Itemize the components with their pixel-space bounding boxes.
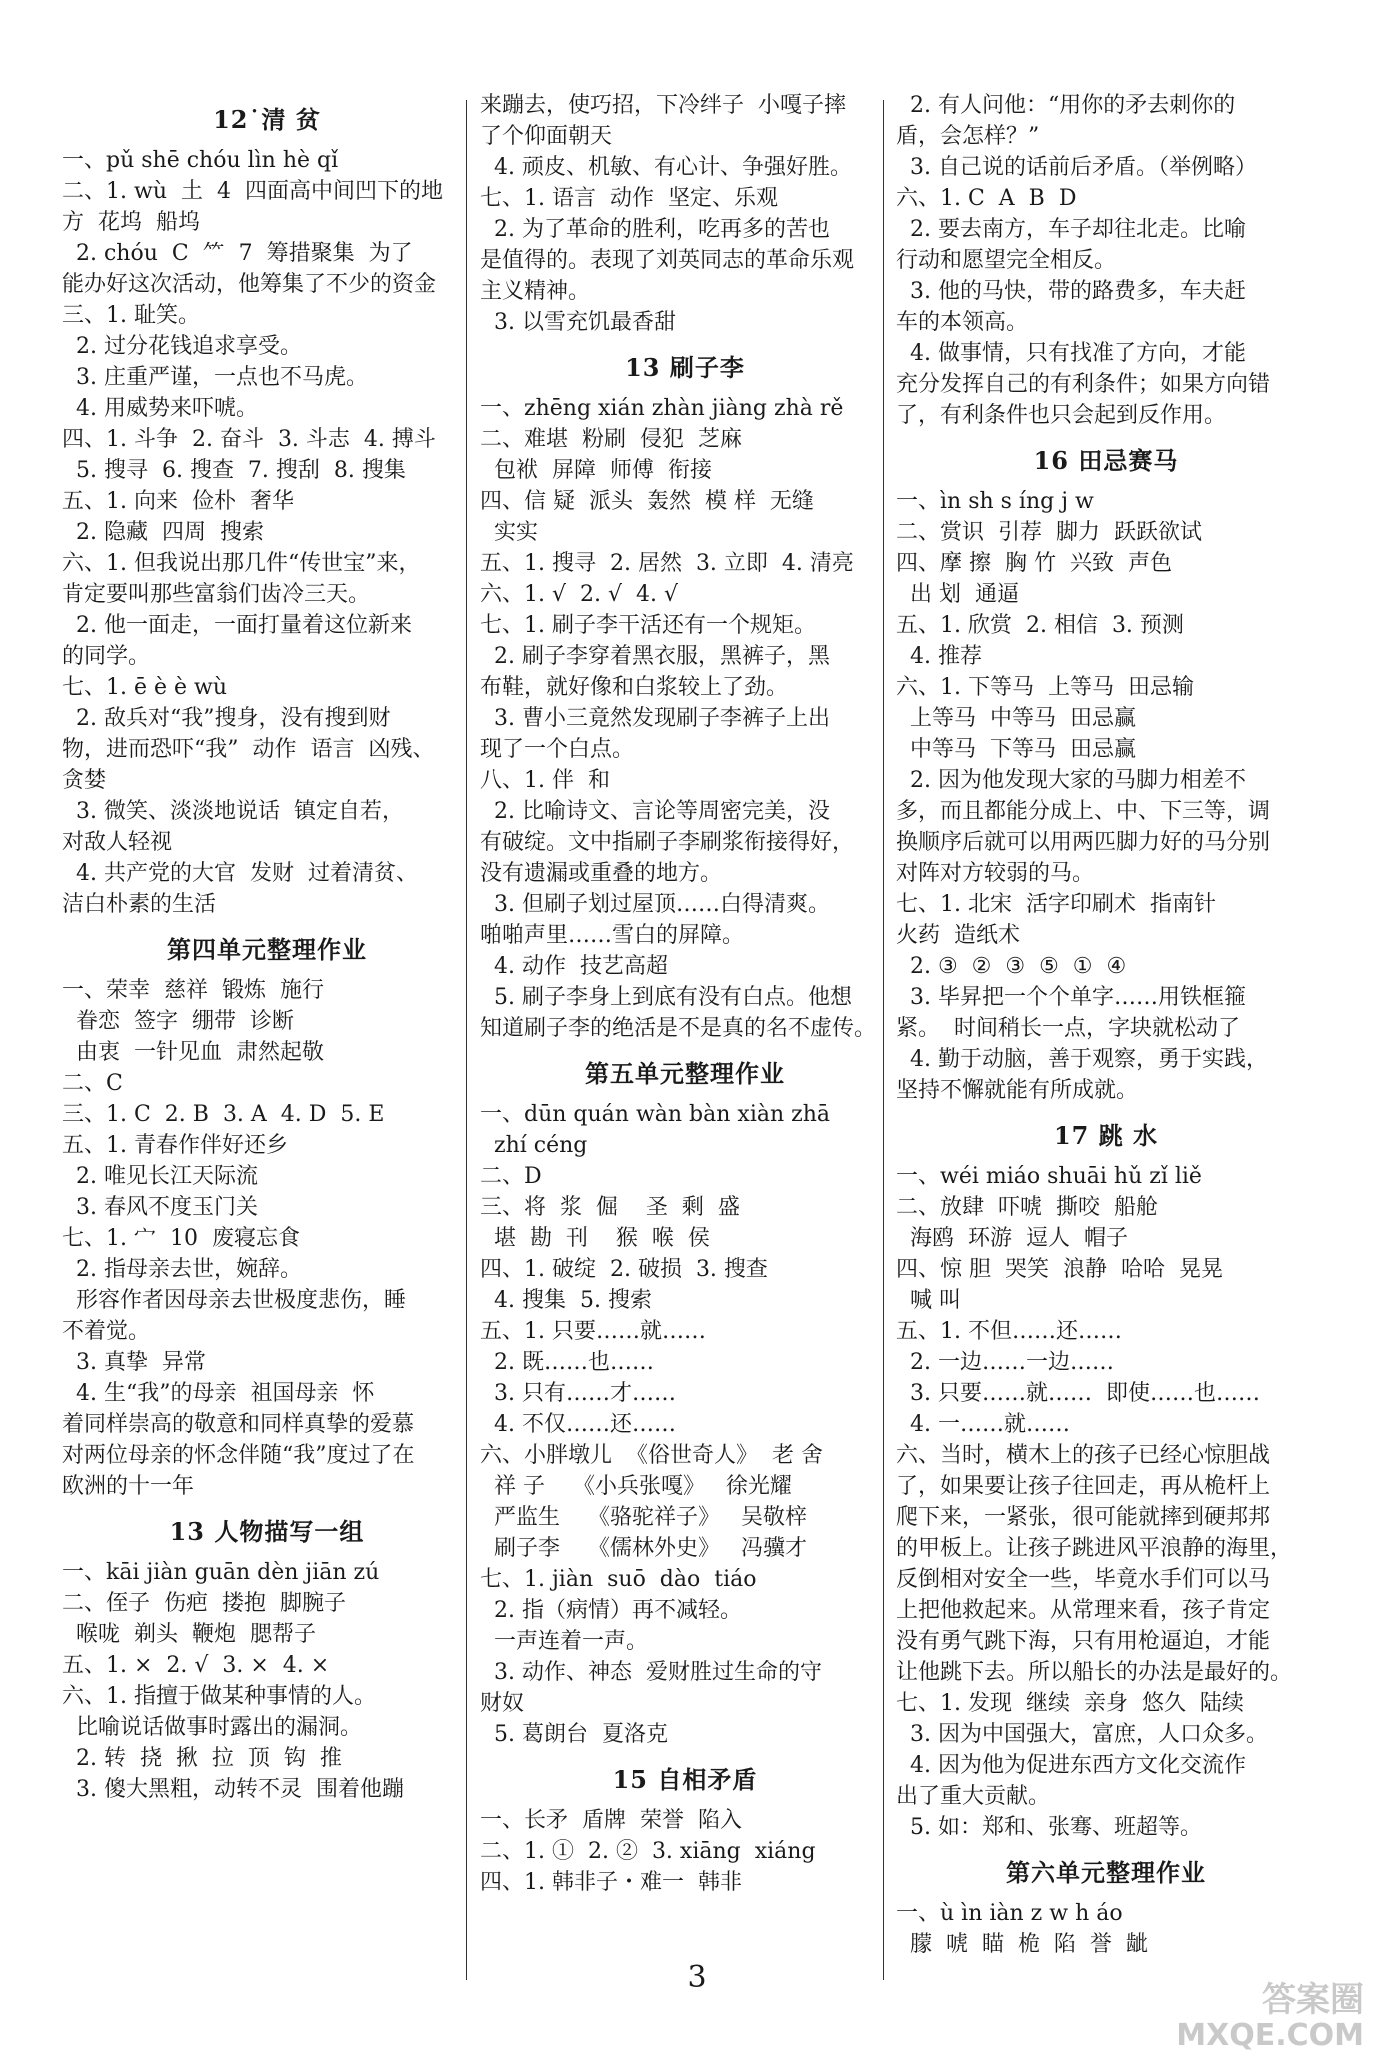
answer-line: 2. 要去南方，车子却往北走。比喻: [896, 217, 1246, 242]
answer-line: 二、1. ① 2. ② 3. xiāng xiáng: [480, 1839, 816, 1864]
answer-line: 行动和愿望完全相反。: [896, 248, 1117, 273]
watermark-logo-text: 答案圈: [1262, 1980, 1364, 2020]
answer-line: 二、放肆 吓唬 撕咬 船舱: [896, 1195, 1158, 1220]
watermark: [1176, 1982, 1364, 2054]
answer-line: 六、1. 但我说出那几件“传世宝”来，: [62, 551, 421, 576]
answer-line: 3. 微笑、淡淡地说话 镇定自若，: [62, 799, 404, 824]
answer-line: 七、1. 发现 继续 亲身 悠久 陆续: [896, 1691, 1244, 1716]
answer-line: 由衷 一针见血 肃然起敬: [62, 1040, 324, 1065]
answer-line: 一、dūn quán wàn bàn xiàn zhā: [480, 1102, 831, 1127]
answer-line: 三、1. C 2. B 3. A 4. D 5. E: [62, 1102, 385, 1127]
section-title: 12˙清 贫: [213, 105, 321, 134]
answer-line: 六、1. √ 2. √ 4. √: [480, 582, 678, 607]
answer-line: 2. 既……也……: [480, 1350, 654, 1375]
answer-line: 七、1. ē è è wù: [62, 675, 228, 700]
answer-line: 堪 勘 刊 猴 喉 侯: [480, 1226, 710, 1251]
section-title: 第四单元整理作业: [167, 935, 367, 964]
column-1: [62, 90, 472, 1805]
answer-line: 没有遗漏或重叠的地方。: [480, 861, 723, 886]
section-title: 第六单元整理作业: [1006, 1858, 1206, 1887]
answer-line: 一声连着一声。: [480, 1629, 648, 1654]
answer-line: 的同学。: [62, 644, 151, 669]
answer-line: 2. 因为他发现大家的马脚力相差不: [896, 768, 1246, 793]
answer-line: 六、小胖墩儿 《俗世奇人》 老 舍: [480, 1443, 823, 1468]
answer-line: 5. 葛朗台 夏洛克: [480, 1722, 668, 1747]
answer-line: 4. 动作 技艺高超: [480, 954, 668, 979]
answer-line: 2. 隐藏 四周 搜索: [62, 520, 264, 545]
answer-line: 3. 以雪充饥最香甜: [480, 310, 676, 335]
answer-line: 对两位母亲的怀念伴随“我”度过了在: [62, 1443, 415, 1468]
answer-line: 4. 做事情，只有找准了方向，才能: [896, 341, 1246, 366]
answer-line: 出了重大贡献。: [896, 1784, 1051, 1809]
answer-line: 4. 因为他为促进东西方文化交流作: [896, 1753, 1246, 1778]
answer-line: 刷子李 《儒林外史》 冯骥才: [480, 1536, 807, 1561]
answer-line: 四、1. 韩非子・难一 韩非: [480, 1870, 742, 1895]
answer-line: 5. 如：郑和、张骞、班超等。: [896, 1815, 1202, 1840]
answer-line: 2. 他一面走，一面打量着这位新来: [62, 613, 412, 638]
answer-line: 4. 生“我”的母亲 祖国母亲 怀: [62, 1381, 375, 1406]
answer-line: 对敌人轻视: [62, 830, 173, 855]
answer-line: 四、信 疑 派头 轰然 模 样 无缝: [480, 489, 814, 514]
answer-line: 了，如果要让孩子往回走，再从桅杆上: [896, 1474, 1271, 1499]
answer-line: 4. 不仅……还……: [480, 1412, 676, 1437]
column-2: [480, 90, 890, 1898]
page-number: 3: [687, 1960, 707, 1995]
answer-line: 3. 只要……就…… 即使……也……: [896, 1381, 1260, 1406]
answer-line: 五、1. × 2. √ 3. × 4. ×: [62, 1653, 330, 1678]
answer-line: zhí céng: [480, 1133, 588, 1158]
answer-line: 车的本领高。: [896, 310, 1029, 335]
answer-line: 喉咙 剃头 鞭炮 腮帮子: [62, 1622, 316, 1647]
answer-line: 坚持不懈就能有所成就。: [896, 1078, 1139, 1103]
answer-line: 二、C: [62, 1071, 123, 1096]
answer-line: 3. 傻大黑粗，动转不灵 围着他蹦: [62, 1777, 404, 1802]
answer-line: 朦 唬 瞄 桅 陷 誉 龇: [896, 1932, 1148, 1957]
answer-line: 3. 曹小三竟然发现刷子李裤子上出: [480, 706, 830, 731]
answer-line: 一、长矛 盾牌 荣誉 陷入: [480, 1808, 742, 1833]
answer-line: 3. 毕昇把一个个单字……用铁框箍: [896, 985, 1246, 1010]
answer-line: 盾，会怎样？”: [896, 124, 1040, 149]
answer-line: 着同样崇高的敬意和同样真挚的爱慕: [62, 1412, 415, 1437]
answer-line: 六、当时，横木上的孩子已经心惊胆战: [896, 1443, 1271, 1468]
answer-line: 来蹦去，使巧招，下冷绊子 小嘎子摔: [480, 93, 846, 118]
answer-line: 4. 一……就……: [896, 1412, 1070, 1437]
answer-line: 是值得的。表现了刘英同志的革命乐观: [480, 248, 855, 273]
answer-line: 一、ù ìn iàn z w h áo: [896, 1901, 1123, 1926]
answer-line: 比喻说话做事时露出的漏洞。: [62, 1715, 362, 1740]
answer-line: 紧。 时间稍长一点，字块就松动了: [896, 1016, 1240, 1041]
answer-line: 2. 转 挠 揪 拉 顶 钩 推: [62, 1746, 342, 1771]
answer-line: 2. 为了革命的胜利，吃再多的苦也: [480, 217, 830, 242]
answer-line: 七、1. 语言 动作 坚定、乐观: [480, 186, 778, 211]
answer-line: 知道刷子李的绝活是不是真的名不虚传。: [480, 1016, 877, 1041]
answer-line: 3. 春风不度玉门关: [62, 1195, 258, 1220]
answer-line: 二、赏识 引荐 脚力 跃跃欲试: [896, 520, 1202, 545]
answer-line: 4. 勤于动脑，善于观察，勇于实践，: [896, 1047, 1268, 1072]
answer-line: 4. 搜集 5. 搜索: [480, 1288, 652, 1313]
answer-line: 三、将 浆 倔 圣 剩 盛: [480, 1195, 740, 1220]
answer-line: 七、1. 刷子李干活还有一个规矩。: [480, 613, 816, 638]
answer-line: 上把他救起来。从常理来看，孩子肯定: [896, 1598, 1271, 1623]
answer-line: 五、1. 不但……还……: [896, 1319, 1122, 1344]
answer-line: 主义精神。: [480, 279, 591, 304]
answer-line: 充分发挥自己的有利条件；如果方向错: [896, 372, 1271, 397]
section-title: 17 跳 水: [1053, 1121, 1159, 1150]
answer-line: 五、1. 向来 俭朴 奢华: [62, 489, 294, 514]
answer-line: 了，有利条件也只会起到反作用。: [896, 403, 1227, 428]
answer-line: 二、1. wù 土 4 四面高中间凹下的地: [62, 179, 443, 204]
answer-line: 四、惊 胆 哭笑 浪静 哈哈 晃晃: [896, 1257, 1223, 1282]
answer-line: 2. 有人问他：“用你的矛去刺你的: [896, 93, 1236, 118]
answer-line: 2. 唯见长江天际流: [62, 1164, 258, 1189]
answer-line: 有破绽。文中指刷子李刷浆衔接得好，: [480, 830, 855, 855]
answer-line: 布鞋，就好像和白浆较上了劲。: [480, 675, 789, 700]
answer-line: 上等马 中等马 田忌赢: [896, 706, 1136, 731]
answer-line: 3. 因为中国强大，富庶，人口众多。: [896, 1722, 1268, 1747]
answer-line: 祥 子 《小兵张嘎》 徐光耀: [480, 1474, 792, 1499]
answer-line: 八、1. 伴 和: [480, 768, 610, 793]
answer-line: 七、1. jiàn suō dào tiáo: [480, 1567, 757, 1592]
answer-line: 四、1. 斗争 2. 奋斗 3. 斗志 4. 搏斗: [62, 427, 436, 452]
answer-line: 方 花坞 船坞: [62, 210, 200, 235]
answer-line: 贪婪: [62, 768, 107, 793]
answer-line: 5. 刷子李身上到底有没有白点。他想: [480, 985, 852, 1010]
answer-line: 财奴: [480, 1691, 525, 1716]
column-3: [896, 90, 1316, 1960]
answer-line: 欧洲的十一年: [62, 1474, 195, 1499]
answer-line: 2. chóu C ⺮ 7 筹措聚集 为了: [62, 241, 413, 266]
answer-line: 物，进而恐吓“我” 动作 语言 凶残、: [62, 737, 435, 762]
answer-line: 五、1. 青春作伴好还乡: [62, 1133, 288, 1158]
answer-line: 3. 动作、神态 爱财胜过生命的守: [480, 1660, 822, 1685]
answer-line: 七、1. 宀 10 废寝忘食: [62, 1226, 300, 1251]
answer-line: 肯定要叫那些富翁们齿冷三天。: [62, 582, 371, 607]
answer-line: 二、D: [480, 1164, 542, 1189]
answer-line: 一、zhēng xián zhàn jiàng zhà rě: [480, 396, 844, 421]
answer-line: 对阵对方较弱的马。: [896, 861, 1095, 886]
answer-line: 2. 敌兵对“我”搜身，没有搜到财: [62, 706, 391, 731]
answer-line: 二、难堪 粉刷 侵犯 芝麻: [480, 427, 742, 452]
answer-line: 4. 用威势来吓唬。: [62, 396, 258, 421]
answer-line: 3. 但刷子划过屋顶……白得清爽。: [480, 892, 830, 917]
answer-line: 2. ③ ② ③ ⑤ ① ④: [896, 954, 1127, 979]
answer-line: 四、1. 破绽 2. 破损 3. 搜查: [480, 1257, 768, 1282]
answer-line: 三、1. 耻笑。: [62, 303, 200, 328]
section-title: 13 刷子李: [625, 353, 745, 382]
answer-line: 五、1. 搜寻 2. 居然 3. 立即 4. 清亮: [480, 551, 854, 576]
answer-line: 实实: [480, 520, 538, 545]
answer-line: 3. 自己说的话前后矛盾。（举例略）: [896, 155, 1257, 180]
answer-line: 眷恋 签字 绷带 诊断: [62, 1009, 294, 1034]
answer-line: 七、1. 北宋 活字印刷术 指南针: [896, 892, 1216, 917]
answer-line: 包袱 屏障 师傅 衔接: [480, 458, 712, 483]
answer-line: 让他跳下去。所以船长的办法是最好的。: [896, 1660, 1293, 1685]
answer-line: 3. 庄重严谨，一点也不马虎。: [62, 365, 368, 390]
answer-line: 五、1. 只要……就……: [480, 1319, 706, 1344]
answer-line: 一、kāi jiàn guān dèn jiān zú: [62, 1560, 380, 1585]
answer-line: 2. 一边……一边……: [896, 1350, 1114, 1375]
answer-line: 洁白朴素的生活: [62, 892, 217, 917]
answer-line: 2. 指（病情）再不减轻。: [480, 1598, 742, 1623]
answer-line: 了个仰面朝天: [480, 124, 613, 149]
answer-line: 出 划 通逼: [896, 582, 1019, 607]
answer-line: 能办好这次活动，他筹集了不少的资金: [62, 272, 437, 297]
answer-line: 四、摩 擦 胸 竹 兴致 声色: [896, 551, 1172, 576]
section-title: 13 人物描写一组: [169, 1517, 365, 1546]
answer-line: 一、pǔ shē chóu lìn hè qǐ: [62, 148, 339, 173]
answer-line: 2. 刷子李穿着黑衣服，黑裤子，黑: [480, 644, 830, 669]
answer-line: 的甲板上。让孩子跳进风平浪静的海里，: [896, 1536, 1293, 1561]
answer-line: 一、荣幸 慈祥 锻炼 施行: [62, 978, 324, 1003]
answer-line: 3. 他的马快，带的路费多，车夫赶: [896, 279, 1246, 304]
answer-line: 现了一个白点。: [480, 737, 635, 762]
answer-line: 六、1. 指擅于做某种事情的人。: [62, 1684, 376, 1709]
answer-line: 喊 叫: [896, 1288, 961, 1313]
answer-line: 六、1. C A B D: [896, 186, 1077, 211]
answer-line: 没有勇气跳下海，只有用枪逼迫，才能: [896, 1629, 1271, 1654]
answer-line: 2. 过分花钱追求享受。: [62, 334, 302, 359]
answer-line: 3. 真挚 异常: [62, 1350, 206, 1375]
answer-line: 不着觉。: [62, 1319, 151, 1344]
answer-line: 2. 指母亲去世，婉辞。: [62, 1257, 302, 1282]
answer-line: 形容作者因母亲去世极度悲伤，睡: [62, 1288, 406, 1313]
watermark-url: MXQE.COM: [1176, 2018, 1364, 2053]
section-title: 第五单元整理作业: [585, 1059, 785, 1088]
answer-line: 五、1. 欣赏 2. 相信 3. 预测: [896, 613, 1184, 638]
answer-line: 3. 只有……才……: [480, 1381, 676, 1406]
answer-line: 严监生 《骆驼祥子》 吴敬梓: [480, 1505, 807, 1530]
answer-line: 一、wéi miáo shuāi hǔ zǐ liě: [896, 1164, 1202, 1189]
answer-line: 中等马 下等马 田忌赢: [896, 737, 1136, 762]
answer-line: 六、1. 下等马 上等马 田忌输: [896, 675, 1194, 700]
answer-line: 一、ìn sh s íng j w: [896, 489, 1094, 514]
answer-line: 爬下来，一紧张，很可能就摔到硬邦邦: [896, 1505, 1271, 1530]
answer-line: 火药 造纸术: [896, 923, 1020, 948]
answer-line: 5. 搜寻 6. 搜查 7. 搜刮 8. 搜集: [62, 458, 406, 483]
answer-line: 二、侄子 伤疤 搂抱 脚腕子: [62, 1591, 346, 1616]
answer-line: 4. 共产党的大官 发财 过着清贫、: [62, 861, 418, 886]
answer-line: 海鸥 环游 逗人 帽子: [896, 1226, 1128, 1251]
answer-line: 多，而且都能分成上、中、下三等，调: [896, 799, 1271, 824]
section-title: 15 自相矛盾: [612, 1765, 758, 1794]
answer-line: 换顺序后就可以用两匹脚力好的马分别: [896, 830, 1271, 855]
answer-line: 反倒相对安全一些，毕竟水手们可以马: [896, 1567, 1271, 1592]
answer-line: 2. 比喻诗文、言论等周密完美，没: [480, 799, 830, 824]
answer-line: 啪啪声里……雪白的屏障。: [480, 923, 745, 948]
answer-line: 4. 推荐: [896, 644, 982, 669]
answer-line: 4. 顽皮、机敏、有心计、争强好胜。: [480, 155, 852, 180]
section-title: 16 田忌赛马: [1033, 446, 1179, 475]
